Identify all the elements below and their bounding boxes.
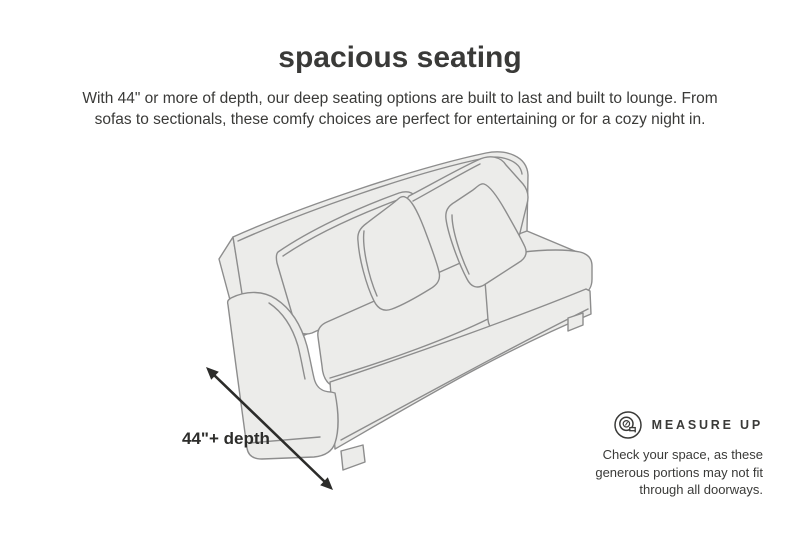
depth-dimension-label: 44"+ depth xyxy=(182,429,270,448)
measure-up-heading: MEASURE UP xyxy=(651,418,763,432)
measure-note-line-3: through all doorways. xyxy=(639,482,763,497)
page-title: spacious seating xyxy=(278,41,522,74)
measure-up-note xyxy=(533,446,763,499)
measure-up-header-row xyxy=(533,410,763,440)
intro-line-1: With 44" or more of depth, our deep seating options are built to last and built to lounge. From xyxy=(82,90,718,107)
measure-note-line-2: generous portions may not fit xyxy=(595,464,763,480)
sofa-foot-front xyxy=(341,445,365,470)
tape-measure-icon xyxy=(613,410,643,440)
intro-line-2: sofas to sectionals, these comfy choices are perfect for entertaining or for a cozy night in. xyxy=(94,111,706,128)
measure-up-block xyxy=(533,410,763,499)
measure-note-line-1: Check your space, as these xyxy=(602,447,763,462)
